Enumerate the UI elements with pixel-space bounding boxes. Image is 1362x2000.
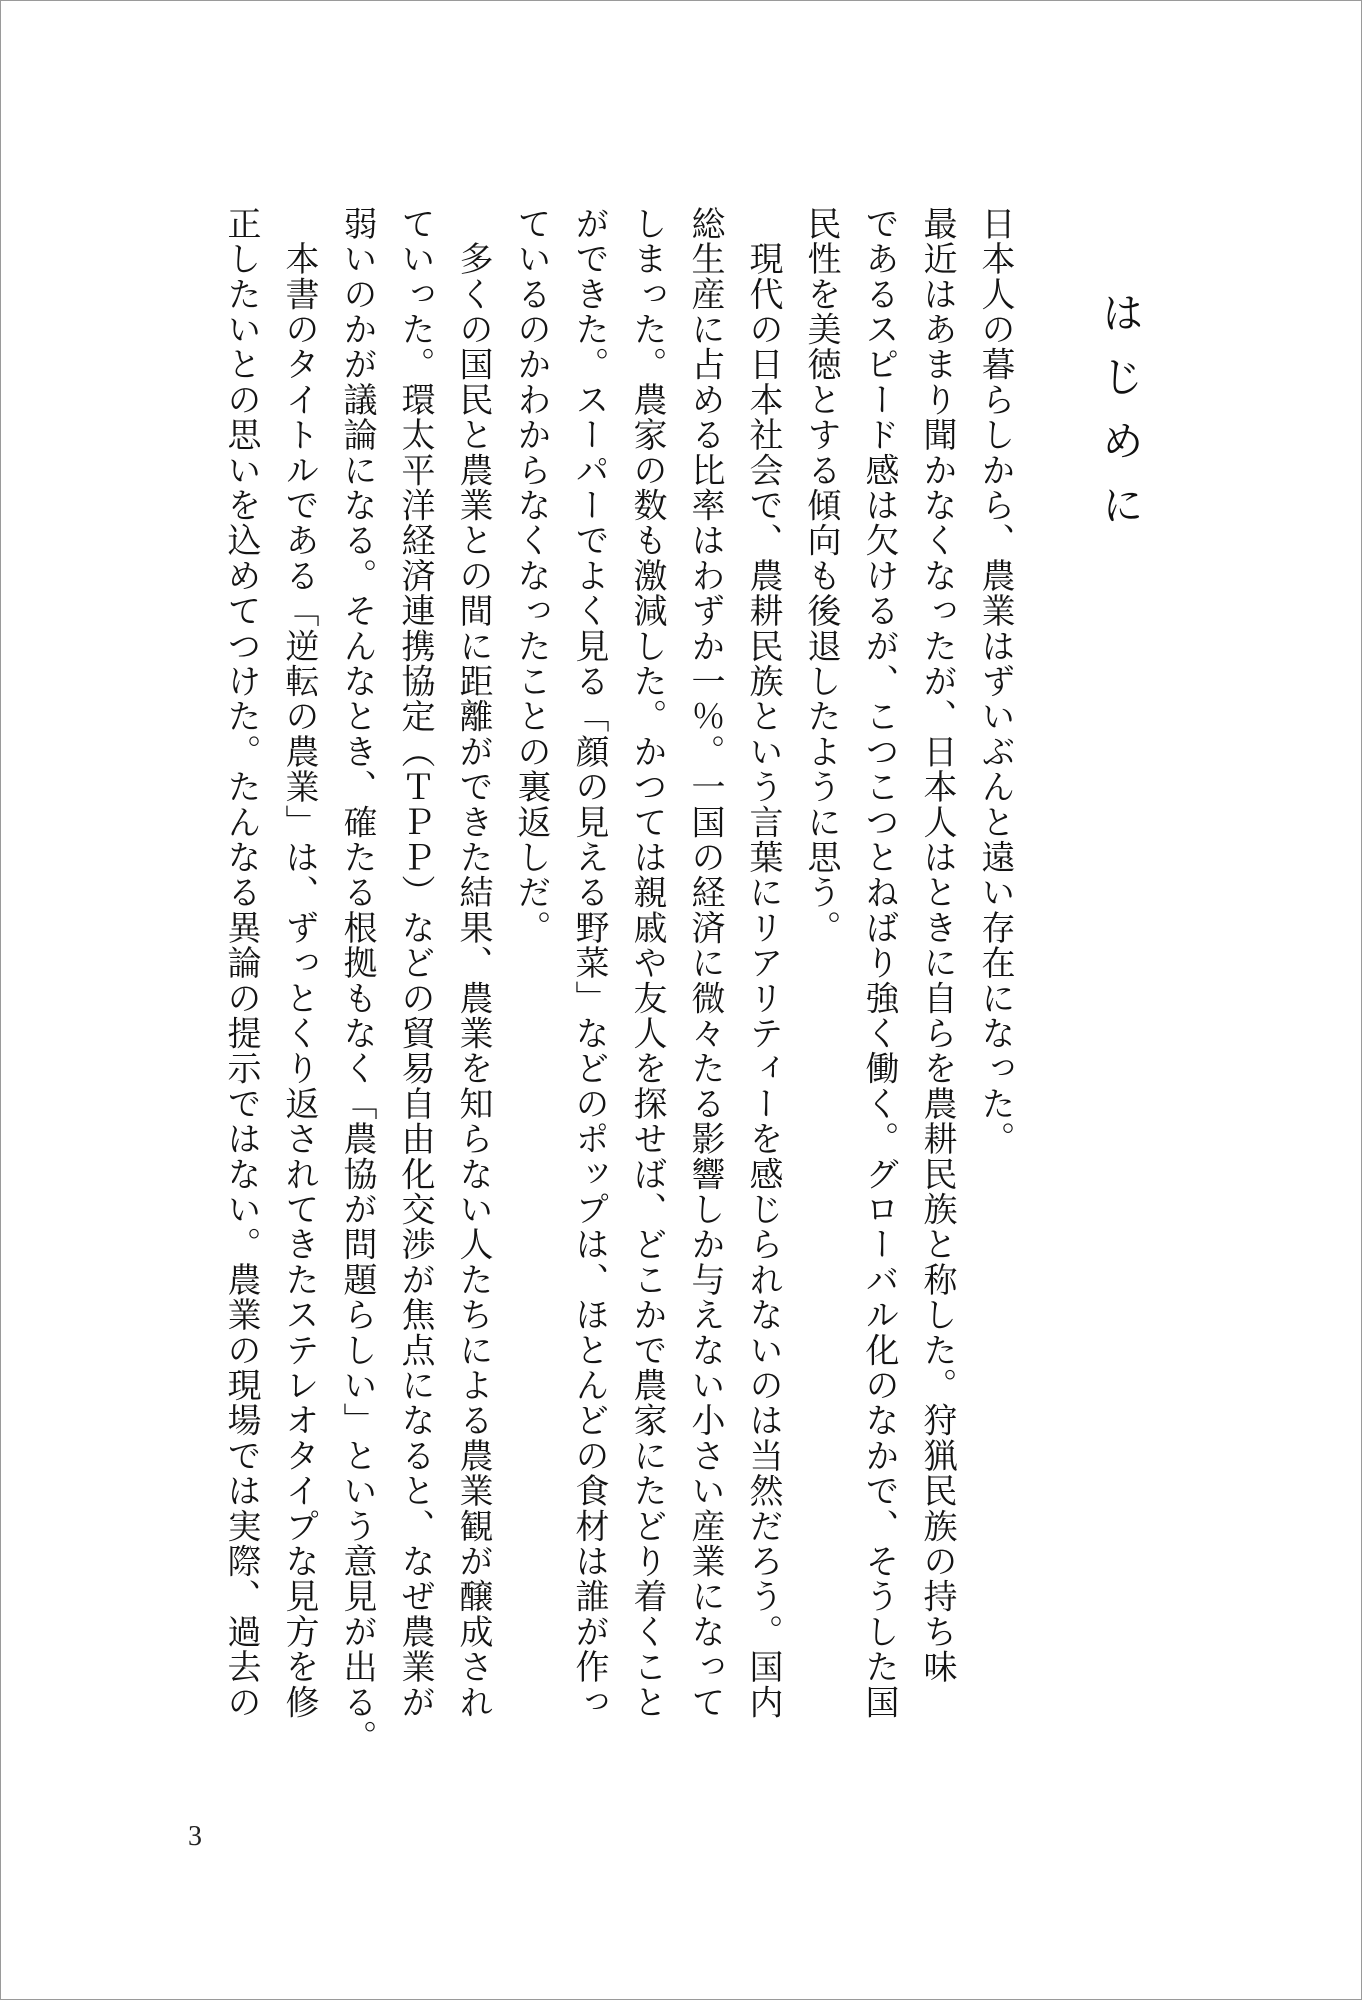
text-line: であるスピード感は欠けるが、こつこつとねばり強く働く。グローバル化のなかで、そうした国 [859,206,899,1720]
text-line: ていった。環太平洋経済連携協定（ＴＰＰ）などの貿易自由化交渉が焦点になると、なぜ農業が [395,206,435,1720]
text-line: 正したいとの思いを込めてつけた。たんなる異論の提示ではない。農業の現場では実際、過去の [221,206,261,1720]
body-text [212,206,1024,1766]
page-number: 3 [188,1821,202,1852]
text-line: 日本人の暮らしから、農業はずいぶんと遠い存在になった。 [975,206,1015,1157]
chapter-title: はじめに [1096,291,1145,547]
text-line: ができた。スーパーでよく見る「顔の見える野菜」などのポップは、ほとんどの食材は誰が作っ [569,206,609,1720]
text-line: 多くの国民と農業との間に距離ができた結果、農業を知らない人たちによる農業観が醸成され [453,206,493,1720]
text-line: 民性を美徳とする傾向も後退したように思う。 [801,206,841,946]
text-line: ているのかわからなくなったことの裏返しだ。 [511,206,551,946]
text-line: 最近はあまり聞かなくなったが、日本人はときに自らを農耕民族と称した。狩猟民族の持ち味 [917,206,957,1685]
text-line: しまった。農家の数も激減した。かつては親戚や友人を探せば、どこかで農家にたどり着くこと [627,206,667,1720]
text-line: 本書のタイトルである「逆転の農業」は、ずっとくり返されてきたステレオタイプな見方を修 [279,206,319,1720]
text-line: 弱いのかが議論になる。そんなとき、確たる根拠もなく「農協が問題らしい」という意見が出る。 [337,206,377,1755]
text-line: 総生産に占める比率はわずか一％。一国の経済に微々たる影響しか与えない小さい産業になって [685,206,725,1720]
text-line: 現代の日本社会で、農耕民族という言葉にリアリティーを感じられないのは当然だろう。国内 [743,206,783,1720]
